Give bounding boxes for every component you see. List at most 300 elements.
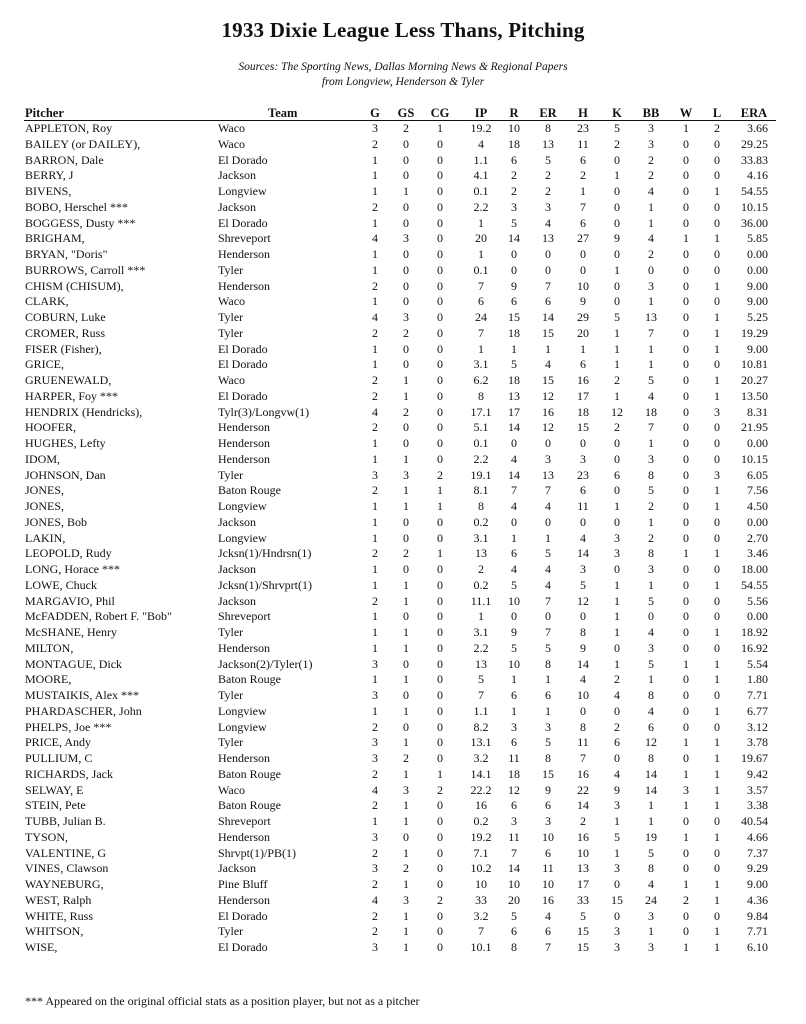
cell-era: 6.10 <box>747 940 768 954</box>
cell-bb: 4 <box>648 184 654 198</box>
cell-ip: 1.1 <box>473 152 489 167</box>
cell-l: 0 <box>714 152 720 167</box>
cell-ip: 19.1 <box>470 467 492 482</box>
cell-er: 9 <box>545 782 551 797</box>
cell-w: 1 <box>683 829 689 844</box>
cell-l: 1 <box>714 231 720 246</box>
cell-cg: 2 <box>437 467 443 482</box>
cell-team: Longview <box>218 703 267 718</box>
table-row <box>0 483 806 499</box>
cell-era: 3.66 <box>747 121 768 135</box>
cell-pitcher: VINES, Clawson <box>25 861 109 876</box>
cell-r: 10 <box>508 656 520 671</box>
cell-bb: 14 <box>645 782 657 797</box>
cell-r: 10 <box>508 877 520 891</box>
cell-h: 11 <box>577 136 589 151</box>
cell-w: 0 <box>683 719 689 734</box>
cell-g: 2 <box>372 766 378 781</box>
cell-bb: 5 <box>648 593 654 608</box>
cell-era: 3.57 <box>747 782 768 797</box>
cell-g: 2 <box>372 845 378 860</box>
cell-l: 3 <box>714 404 720 419</box>
cell-g: 1 <box>372 215 378 230</box>
cell-bb: 1 <box>648 357 654 372</box>
cell-era: 0.00 <box>747 514 768 529</box>
cell-ip: 10.2 <box>470 861 492 876</box>
cell-cg: 0 <box>437 136 443 151</box>
cell-team: Jackson <box>218 593 256 608</box>
table-row <box>0 436 806 452</box>
cell-pitcher: HENDRIX (Hendricks), <box>25 404 143 419</box>
cell-h: 16 <box>577 829 589 844</box>
cell-w: 1 <box>683 656 689 671</box>
cell-g: 3 <box>372 688 378 702</box>
cell-cg: 0 <box>437 798 443 813</box>
cell-g: 1 <box>372 562 378 576</box>
cell-ip: 1.1 <box>473 703 489 718</box>
table-row <box>0 641 806 657</box>
cell-g: 1 <box>372 609 378 624</box>
table-row <box>0 735 806 751</box>
cell-gs: 1 <box>403 877 409 891</box>
cell-pitcher: JOHNSON, Dan <box>25 467 106 482</box>
cell-l: 1 <box>714 577 720 592</box>
cell-pitcher: MARGAVIO, Phil <box>25 593 115 608</box>
table-row <box>0 168 806 184</box>
cell-cg: 0 <box>437 168 443 183</box>
cell-pitcher: GRUENEWALD, <box>25 373 112 387</box>
cell-l: 1 <box>714 325 720 340</box>
cell-g: 2 <box>372 719 378 734</box>
cell-g: 1 <box>372 640 378 655</box>
cell-w: 0 <box>683 640 689 655</box>
cell-h: 12 <box>577 593 589 608</box>
table-row <box>0 562 806 578</box>
pitching-table <box>0 121 806 956</box>
cell-h: 7 <box>580 199 586 214</box>
cell-cg: 0 <box>437 294 443 309</box>
cell-h: 11 <box>577 499 589 513</box>
cell-ip: 11.1 <box>470 593 492 608</box>
cell-team: El Dorado <box>218 940 268 954</box>
cell-ip: 3.1 <box>473 357 489 372</box>
cell-er: 4 <box>545 215 551 230</box>
table-row <box>0 326 806 342</box>
cell-er: 15 <box>542 373 554 387</box>
cell-gs: 2 <box>403 546 409 561</box>
cell-cg: 0 <box>437 388 443 403</box>
cell-w: 3 <box>683 782 689 797</box>
cell-w: 0 <box>683 577 689 592</box>
table-row <box>0 184 806 200</box>
cell-h: 17 <box>577 388 589 403</box>
cell-er: 16 <box>542 892 554 907</box>
cell-gs: 0 <box>403 215 409 230</box>
cell-l: 1 <box>714 625 720 639</box>
cell-k: 0 <box>614 908 620 923</box>
cell-ip: 1 <box>478 609 484 624</box>
cell-gs: 0 <box>403 530 409 545</box>
cell-team: Shreveport <box>218 814 271 828</box>
header-era: ERA <box>740 106 768 120</box>
cell-era: 5.56 <box>747 593 768 608</box>
header-g: G <box>370 106 380 120</box>
cell-bb: 3 <box>648 136 654 151</box>
cell-ip: 22.2 <box>470 782 492 797</box>
cell-cg: 0 <box>437 451 443 466</box>
cell-ip: 10 <box>475 877 487 891</box>
cell-l: 1 <box>714 751 720 765</box>
cell-k: 15 <box>611 892 623 907</box>
cell-pitcher: VALENTINE, G <box>25 845 107 860</box>
cell-gs: 0 <box>403 719 409 734</box>
cell-bb: 1 <box>648 294 654 309</box>
cell-ip: 3.2 <box>473 751 489 765</box>
cell-era: 29.25 <box>741 136 768 151</box>
cell-bb: 3 <box>648 640 654 655</box>
cell-er: 7 <box>545 940 551 954</box>
cell-ip: 5 <box>478 672 484 687</box>
cell-k: 6 <box>614 735 620 750</box>
table-row <box>0 877 806 893</box>
cell-g: 4 <box>372 404 378 419</box>
cell-w: 0 <box>683 861 689 876</box>
cell-gs: 1 <box>403 814 409 828</box>
cell-r: 4 <box>511 562 517 576</box>
cell-k: 1 <box>614 814 620 828</box>
header-pitcher: Pitcher <box>25 106 64 120</box>
cell-pitcher: PRICE, Andy <box>25 735 92 750</box>
cell-w: 1 <box>683 231 689 246</box>
cell-gs: 0 <box>403 294 409 309</box>
table-row <box>0 830 806 846</box>
header-bb: BB <box>642 106 660 120</box>
cell-gs: 2 <box>403 861 409 876</box>
cell-er: 3 <box>545 199 551 214</box>
cell-l: 1 <box>714 877 720 891</box>
cell-h: 8 <box>580 625 586 639</box>
cell-cg: 0 <box>437 719 443 734</box>
cell-l: 0 <box>714 640 720 655</box>
cell-ip: 4 <box>478 136 484 151</box>
cell-team: Longview <box>218 719 267 734</box>
cell-ip: 3.1 <box>473 625 489 639</box>
cell-h: 4 <box>580 530 586 545</box>
cell-pitcher: LOWE, Chuck <box>25 577 97 592</box>
cell-pitcher: HUGHES, Lefty <box>25 436 106 450</box>
cell-h: 3 <box>580 451 586 466</box>
cell-bb: 1 <box>648 672 654 687</box>
table-row <box>0 153 806 169</box>
cell-g: 1 <box>372 294 378 309</box>
cell-w: 0 <box>683 168 689 183</box>
cell-era: 4.66 <box>747 829 768 844</box>
cell-era: 6.77 <box>747 703 768 718</box>
cell-gs: 0 <box>403 688 409 702</box>
cell-team: Jackson <box>218 562 256 576</box>
cell-team: Henderson <box>218 247 270 261</box>
cell-era: 10.15 <box>741 199 768 214</box>
table-row <box>0 846 806 862</box>
cell-cg: 0 <box>437 656 443 671</box>
table-row <box>0 531 806 547</box>
cell-k: 5 <box>614 121 620 135</box>
cell-r: 4 <box>511 451 517 466</box>
cell-gs: 0 <box>403 562 409 576</box>
cell-ip: 8 <box>478 499 484 513</box>
cell-k: 3 <box>614 940 620 954</box>
cell-cg: 0 <box>437 373 443 387</box>
cell-er: 0 <box>545 262 551 277</box>
cell-era: 4.50 <box>747 499 768 513</box>
cell-team: Jackson <box>218 199 256 214</box>
cell-ip: 6.2 <box>473 373 489 387</box>
cell-ip: 0.2 <box>473 514 489 529</box>
cell-h: 0 <box>580 514 586 529</box>
cell-g: 4 <box>372 892 378 907</box>
cell-era: 7.71 <box>747 688 768 702</box>
cell-er: 5 <box>545 152 551 167</box>
cell-era: 10.15 <box>741 451 768 466</box>
cell-g: 1 <box>372 499 378 513</box>
cell-team: El Dorado <box>218 908 268 923</box>
cell-k: 3 <box>614 798 620 813</box>
cell-cg: 0 <box>437 625 443 639</box>
cell-g: 3 <box>372 735 378 750</box>
cell-cg: 0 <box>437 877 443 891</box>
cell-era: 7.56 <box>747 483 768 498</box>
cell-k: 4 <box>614 688 620 702</box>
cell-l: 0 <box>714 562 720 576</box>
cell-k: 0 <box>614 483 620 498</box>
cell-team: Longview <box>218 530 267 545</box>
sources-line-2: from Longview, Henderson & Tyler <box>321 76 485 88</box>
cell-cg: 0 <box>437 940 443 954</box>
cell-team: Baton Rouge <box>218 672 281 687</box>
cell-pitcher: MONTAGUE, Dick <box>25 656 123 671</box>
cell-bb: 2 <box>648 499 654 513</box>
cell-w: 2 <box>683 892 689 907</box>
cell-bb: 12 <box>645 735 657 750</box>
cell-bb: 1 <box>648 341 654 356</box>
cell-r: 12 <box>508 782 520 797</box>
cell-r: 5 <box>511 908 517 923</box>
cell-k: 1 <box>614 325 620 340</box>
table-row <box>0 373 806 389</box>
cell-er: 7 <box>545 625 551 639</box>
cell-er: 4 <box>545 577 551 592</box>
cell-k: 0 <box>614 247 620 261</box>
cell-w: 0 <box>683 924 689 939</box>
cell-gs: 0 <box>403 247 409 261</box>
cell-gs: 1 <box>403 703 409 718</box>
cell-g: 1 <box>372 262 378 277</box>
table-row <box>0 625 806 641</box>
cell-ip: 0.2 <box>473 577 489 592</box>
cell-era: 19.67 <box>741 751 768 765</box>
cell-w: 0 <box>683 436 689 450</box>
cell-er: 8 <box>545 656 551 671</box>
cell-team: Waco <box>218 294 246 309</box>
cell-gs: 1 <box>403 483 409 498</box>
cell-team: Jackson <box>218 168 256 183</box>
cell-er: 4 <box>545 908 551 923</box>
cell-bb: 1 <box>648 924 654 939</box>
cell-gs: 0 <box>403 420 409 435</box>
cell-era: 33.83 <box>741 152 768 167</box>
cell-era: 9.84 <box>747 908 768 923</box>
cell-cg: 0 <box>437 735 443 750</box>
cell-ip: 8 <box>478 388 484 403</box>
cell-h: 15 <box>577 924 589 939</box>
table-row <box>0 231 806 247</box>
cell-r: 9 <box>511 625 517 639</box>
cell-ip: 7 <box>478 924 484 939</box>
cell-l: 1 <box>714 341 720 356</box>
cell-pitcher: CLARK, <box>25 294 69 309</box>
cell-h: 6 <box>580 357 586 372</box>
header-gs: GS <box>397 106 415 120</box>
cell-gs: 0 <box>403 357 409 372</box>
header-r: R <box>509 106 519 120</box>
cell-era: 7.37 <box>747 845 768 860</box>
cell-era: 2.70 <box>747 530 768 545</box>
cell-ip: 5.1 <box>473 420 489 435</box>
cell-r: 6 <box>511 688 517 702</box>
cell-gs: 2 <box>403 751 409 765</box>
cell-k: 3 <box>614 546 620 561</box>
cell-h: 29 <box>577 310 589 324</box>
table-row <box>0 940 806 956</box>
cell-er: 5 <box>545 546 551 561</box>
cell-g: 1 <box>372 814 378 828</box>
cell-gs: 1 <box>403 625 409 639</box>
cell-h: 23 <box>577 121 589 135</box>
cell-l: 1 <box>714 184 720 198</box>
cell-cg: 0 <box>437 310 443 324</box>
cell-er: 0 <box>545 514 551 529</box>
cell-ip: 4.1 <box>473 168 489 183</box>
cell-r: 4 <box>511 499 517 513</box>
cell-g: 2 <box>372 199 378 214</box>
cell-pitcher: HOOFER, <box>25 420 77 435</box>
cell-g: 2 <box>372 278 378 293</box>
cell-gs: 1 <box>403 940 409 954</box>
cell-r: 7 <box>511 483 517 498</box>
table-row <box>0 357 806 373</box>
cell-ip: 1 <box>478 215 484 230</box>
header-h: H <box>578 106 588 120</box>
cell-l: 0 <box>714 514 720 529</box>
cell-er: 0 <box>545 436 551 450</box>
cell-gs: 1 <box>403 388 409 403</box>
cell-team: Henderson <box>218 420 270 435</box>
cell-pitcher: McFADDEN, Robert F. "Bob" <box>25 609 172 624</box>
cell-team: Waco <box>218 136 246 151</box>
cell-bb: 14 <box>645 766 657 781</box>
cell-team: Tyler <box>218 467 244 482</box>
cell-cg: 0 <box>437 199 443 214</box>
table-row <box>0 263 806 279</box>
cell-w: 0 <box>683 625 689 639</box>
cell-w: 1 <box>683 940 689 954</box>
cell-er: 0 <box>545 609 551 624</box>
cell-ip: 2.2 <box>473 451 489 466</box>
cell-er: 16 <box>542 404 554 419</box>
cell-bb: 5 <box>648 845 654 860</box>
cell-gs: 0 <box>403 609 409 624</box>
cell-gs: 3 <box>403 310 409 324</box>
cell-er: 5 <box>545 735 551 750</box>
table-row <box>0 310 806 326</box>
cell-team: Henderson <box>218 451 270 466</box>
table-row <box>0 594 806 610</box>
cell-ip: 13 <box>475 546 487 561</box>
cell-gs: 1 <box>403 593 409 608</box>
cell-gs: 0 <box>403 436 409 450</box>
header-ip: IP <box>474 106 488 120</box>
table-row <box>0 672 806 688</box>
cell-w: 0 <box>683 325 689 340</box>
cell-er: 14 <box>542 310 554 324</box>
table-row <box>0 468 806 484</box>
cell-k: 2 <box>614 136 620 151</box>
table-row <box>0 893 806 909</box>
cell-l: 0 <box>714 530 720 545</box>
cell-k: 2 <box>614 373 620 387</box>
cell-gs: 3 <box>403 467 409 482</box>
cell-h: 7 <box>580 751 586 765</box>
cell-g: 3 <box>372 829 378 844</box>
cell-pitcher: McSHANE, Henry <box>25 625 117 639</box>
cell-team: Pine Bluff <box>218 877 268 891</box>
cell-gs: 3 <box>403 231 409 246</box>
cell-k: 0 <box>614 703 620 718</box>
cell-gs: 0 <box>403 278 409 293</box>
cell-cg: 1 <box>437 121 443 135</box>
cell-pitcher: JONES, Bob <box>25 514 88 529</box>
cell-cg: 1 <box>437 546 443 561</box>
cell-w: 0 <box>683 215 689 230</box>
cell-cg: 0 <box>437 814 443 828</box>
cell-er: 6 <box>545 924 551 939</box>
cell-h: 2 <box>580 168 586 183</box>
cell-era: 4.16 <box>747 168 768 183</box>
cell-w: 0 <box>683 152 689 167</box>
cell-h: 18 <box>577 404 589 419</box>
cell-r: 5 <box>511 357 517 372</box>
cell-ip: 24 <box>475 310 487 324</box>
cell-l: 0 <box>714 168 720 183</box>
cell-team: Waco <box>218 373 246 387</box>
cell-ip: 2.2 <box>473 640 489 655</box>
cell-gs: 0 <box>403 514 409 529</box>
cell-bb: 0 <box>648 262 654 277</box>
cell-g: 2 <box>372 593 378 608</box>
cell-k: 0 <box>614 215 620 230</box>
cell-h: 9 <box>580 294 586 309</box>
cell-k: 3 <box>614 924 620 939</box>
cell-bb: 1 <box>648 199 654 214</box>
cell-r: 13 <box>508 388 520 403</box>
cell-er: 12 <box>542 388 554 403</box>
cell-era: 18.00 <box>741 562 768 576</box>
cell-er: 1 <box>545 341 551 356</box>
cell-er: 6 <box>545 845 551 860</box>
table-row <box>0 546 806 562</box>
cell-team: Henderson <box>218 829 270 844</box>
cell-w: 0 <box>683 688 689 702</box>
